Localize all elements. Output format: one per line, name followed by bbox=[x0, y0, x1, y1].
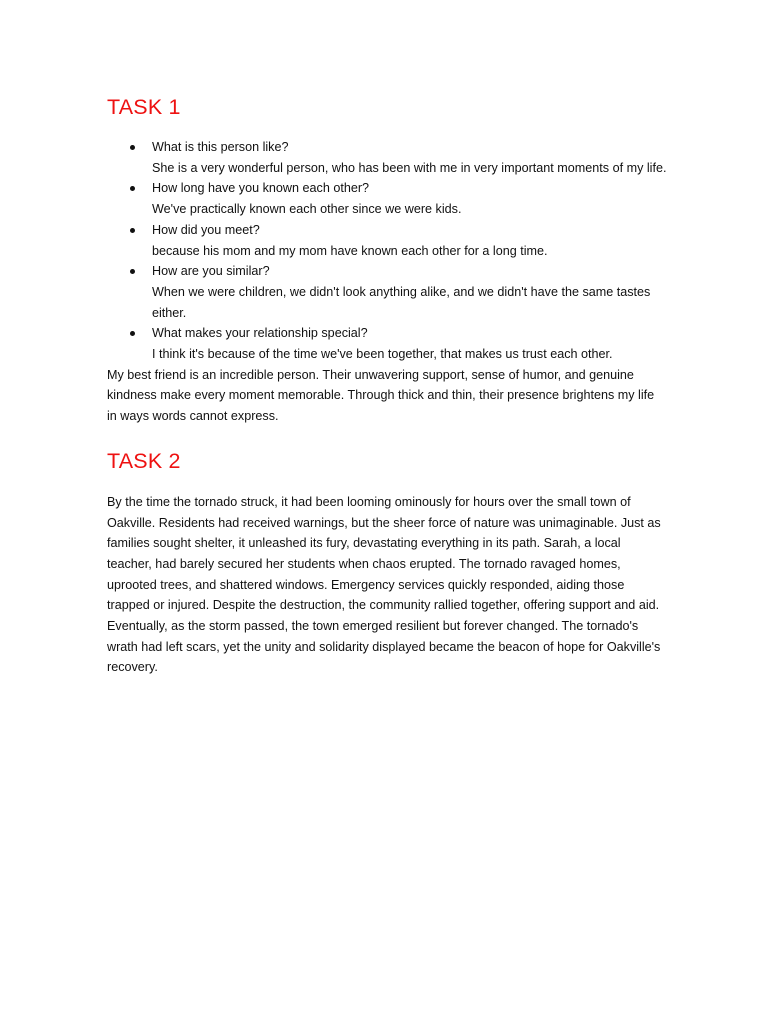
question-text: What is this person like? bbox=[152, 140, 289, 154]
answer-text: She is a very wonderful person, who has been with me in very important moments of my life. bbox=[152, 160, 667, 175]
document-content bbox=[107, 92, 667, 678]
question-text: What makes your relationship special? bbox=[152, 326, 368, 341]
question-text: How did you meet? bbox=[152, 222, 260, 237]
bullet-icon bbox=[130, 228, 135, 233]
bullet-icon bbox=[130, 145, 135, 150]
task2-paragraph: By the time the tornado struck, it had been looming ominously for hours over the small town of Oakville. Residents had received warnings, but the sheer force of nature was unimaginable. Just as families sought shelter, it unleashed its fury, devastating everything in its path. Sarah, a local teacher, had barely secured her students when chaos erupted. The tornado ravaged homes, uprooted trees, and shattered windows. Emergency services quickly responded, aiding those trapped or injured. Despite the destruction, the community rallied together, offering support and aid. Eventually, as the storm passed, the town emerged resilient but forever changed. The tornado's wrath had left scars, yet the unity and solidarity displayed became the beacon of hope for Oakville's recovery. bbox=[107, 494, 661, 675]
answer-text: We've practically known each other since we were kids. bbox=[152, 202, 462, 217]
question-text: How are you similar? bbox=[152, 264, 270, 279]
list-item bbox=[107, 178, 667, 219]
question-text: How long have you known each other? bbox=[152, 181, 370, 196]
list-item bbox=[107, 323, 667, 364]
bullet-icon bbox=[130, 186, 135, 191]
answer-text: When we were children, we didn't look anything alike, and we didn't have the same tastes either. bbox=[152, 284, 651, 320]
bullet-icon bbox=[130, 331, 135, 336]
list-item bbox=[107, 137, 667, 178]
task1-paragraph: My best friend is an incredible person. Their unwavering support, sense of humor, and genuine kindness make every moment memorable. Through thick and thin, their presence brightens my life in ways words cannot express. bbox=[107, 367, 655, 424]
task1-question-list bbox=[107, 137, 667, 365]
list-item bbox=[107, 261, 667, 323]
task2-heading: TASK 2 bbox=[107, 448, 181, 473]
answer-text: because his mom and my mom have known each other for a long time. bbox=[152, 243, 548, 258]
answer-text: I think it's because of the time we've been together, that makes us trust each other. bbox=[152, 347, 613, 362]
list-item bbox=[107, 220, 667, 261]
task1-heading: TASK 1 bbox=[107, 95, 181, 119]
bullet-icon bbox=[130, 269, 135, 274]
